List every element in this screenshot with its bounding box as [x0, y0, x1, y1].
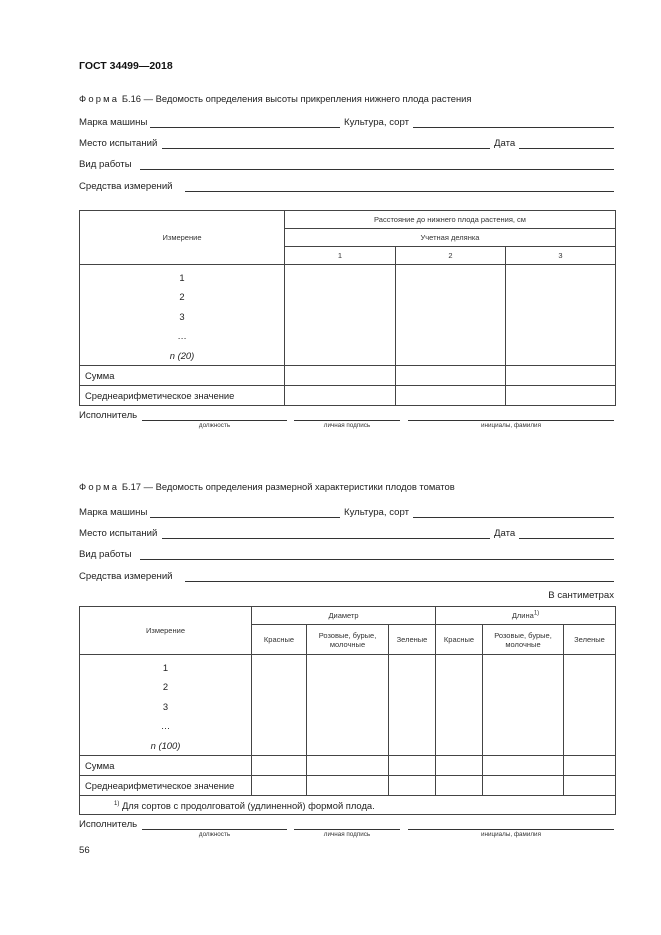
form-17-executor-label: Исполнитель — [79, 819, 138, 830]
form-17-col-measure: Измерение — [80, 607, 252, 655]
form-17-cell[interactable] — [252, 655, 307, 756]
form-17-diameter-header: Диаметр — [252, 607, 436, 625]
form-16-initials-caption: инициалы, фамилия — [481, 422, 541, 429]
form-16-cell[interactable] — [285, 366, 396, 386]
form-16-cell[interactable] — [506, 366, 616, 386]
form-16-cell[interactable] — [396, 386, 506, 406]
form-16-cell[interactable] — [506, 386, 616, 406]
form-17-sum-label: Сумма — [80, 756, 252, 776]
form-17-cell[interactable] — [564, 776, 616, 796]
form-17-cell[interactable] — [436, 776, 483, 796]
form-17-row-1: 1 — [162, 662, 169, 673]
form-16-table — [79, 210, 616, 406]
page-number: 56 — [79, 845, 90, 856]
form-16-measure-rows — [80, 265, 285, 366]
form-17-length-header — [436, 607, 616, 625]
form-17-title-prefix: Форма — [79, 481, 120, 492]
form-17-diameter-green: Зеленые — [389, 625, 436, 655]
form-17-table — [79, 606, 616, 815]
form-16-plot-2: 2 — [396, 247, 506, 265]
document-code: ГОСТ 34499—2018 — [79, 60, 173, 72]
form-16-machine-label: Марка машины — [79, 117, 148, 128]
form-16-mean-label: Среднеарифметическое значение — [80, 386, 285, 406]
form-16-culture-line[interactable] — [413, 127, 614, 128]
form-17-row-3: 3 — [162, 700, 169, 712]
form-17-culture-line[interactable] — [413, 517, 614, 518]
form-17-cell[interactable] — [252, 756, 307, 776]
form-17-title-text: Б.17 — Ведомость определения размерной характеристики плодов томатов — [119, 481, 455, 492]
form-16-instruments-label: Средства измерений — [79, 181, 173, 192]
form-16-date-line[interactable] — [519, 148, 614, 149]
form-16-position-line[interactable] — [142, 420, 287, 421]
form-17-row-n: n (100) — [150, 739, 181, 751]
form-17-position-caption: должность — [198, 831, 231, 838]
form-16-work-label: Вид работы — [79, 159, 132, 170]
form-16-row-n: n (20) — [169, 349, 195, 361]
form-17-cell[interactable] — [483, 776, 564, 796]
form-16-sub-header: Учетная делянка — [285, 229, 616, 247]
form-17-mean-label: Среднеарифметическое значение — [80, 776, 252, 796]
form-17-diameter-red: Красные — [252, 625, 307, 655]
form-17-footnote-mark: 1) — [114, 800, 120, 807]
form-17-cell[interactable] — [389, 776, 436, 796]
form-16-signature-line[interactable] — [294, 420, 400, 421]
form-17-cell[interactable] — [389, 756, 436, 776]
form-16-cell[interactable] — [506, 265, 616, 366]
form-17-cell[interactable] — [307, 776, 389, 796]
form-16-date-label: Дата — [494, 138, 516, 149]
form-16-executor-label: Исполнитель — [79, 410, 138, 421]
form-16-cell[interactable] — [396, 265, 506, 366]
form-17-cell[interactable] — [564, 756, 616, 776]
form-17-title — [79, 481, 455, 492]
form-17-initials-line[interactable] — [408, 829, 614, 830]
form-17-cell[interactable] — [483, 655, 564, 756]
form-17-cell[interactable] — [483, 756, 564, 776]
form-16-work-line[interactable] — [140, 169, 614, 170]
form-16-title-prefix: Форма — [79, 93, 120, 104]
form-17-work-line[interactable] — [140, 559, 614, 560]
form-17-signature-line[interactable] — [294, 829, 400, 830]
units-note: В сантиметрах — [548, 590, 614, 601]
form-17-position-line[interactable] — [142, 829, 287, 830]
form-17-date-line[interactable] — [519, 538, 614, 539]
form-16-title-text: Б.16 — Ведомость определения высоты прикрепления нижнего плода растения — [119, 93, 472, 104]
form-17-length-pink: Розовые, бурые, молочные — [483, 625, 564, 655]
form-16-group-header: Расстояние до нижнего плода растения, см — [285, 211, 616, 229]
form-17-signature-caption: личная подпись — [323, 831, 371, 838]
form-16-place-line[interactable] — [162, 148, 490, 149]
form-17-instruments-line[interactable] — [185, 581, 614, 582]
form-17-length-green: Зеленые — [564, 625, 616, 655]
form-17-date-label: Дата — [494, 528, 516, 539]
form-17-footnote-text: Для сортов с продолговатой (удлиненной) формой плода. — [119, 799, 375, 811]
form-16-sum-label: Сумма — [80, 366, 285, 386]
form-16-machine-line[interactable] — [150, 127, 340, 128]
form-17-length-note-mark: 1) — [533, 610, 540, 617]
form-16-plot-1: 1 — [285, 247, 396, 265]
form-17-cell[interactable] — [252, 776, 307, 796]
form-17-cell[interactable] — [307, 756, 389, 776]
form-16-row-ellipsis: … — [177, 330, 187, 342]
form-16-signature-caption: личная подпись — [323, 422, 371, 429]
form-17-row-ellipsis: … — [160, 720, 171, 732]
form-16-position-caption: должность — [198, 422, 231, 429]
form-16-cell[interactable] — [285, 386, 396, 406]
form-17-initials-caption: инициалы, фамилия — [481, 831, 541, 838]
form-16-col-measure: Измерение — [80, 211, 285, 265]
form-17-cell[interactable] — [436, 756, 483, 776]
form-16-cell[interactable] — [285, 265, 396, 366]
form-17-cell[interactable] — [436, 655, 483, 756]
form-17-place-label: Место испытаний — [79, 528, 158, 539]
form-16-cell[interactable] — [396, 366, 506, 386]
form-17-length-label: Длина — [511, 611, 534, 620]
form-16-place-label: Место испытаний — [79, 138, 158, 149]
form-17-length-red: Красные — [436, 625, 483, 655]
form-17-cell[interactable] — [389, 655, 436, 756]
form-17-cell[interactable] — [307, 655, 389, 756]
form-17-culture-label: Культура, сорт — [344, 507, 409, 518]
form-16-instruments-line[interactable] — [185, 191, 614, 192]
form-16-initials-line[interactable] — [408, 420, 614, 421]
form-17-row-2: 2 — [162, 681, 169, 693]
form-16-row-2: 2 — [179, 291, 185, 303]
form-17-machine-line[interactable] — [150, 517, 340, 518]
form-16-row-3: 3 — [179, 310, 185, 322]
form-16-title — [79, 93, 471, 104]
form-17-work-label: Вид работы — [79, 549, 132, 560]
form-17-diameter-pink: Розовые, бурые, молочные — [307, 625, 389, 655]
form-17-measure-rows — [80, 655, 252, 756]
form-17-instruments-label: Средства измерений — [79, 571, 173, 582]
form-16-plot-3: 3 — [506, 247, 616, 265]
form-17-cell[interactable] — [564, 655, 616, 756]
form-17-footnote — [80, 796, 616, 815]
form-17-machine-label: Марка машины — [79, 507, 148, 518]
form-16-culture-label: Культура, сорт — [344, 117, 409, 128]
form-17-place-line[interactable] — [162, 538, 490, 539]
form-16-row-1: 1 — [179, 272, 185, 283]
